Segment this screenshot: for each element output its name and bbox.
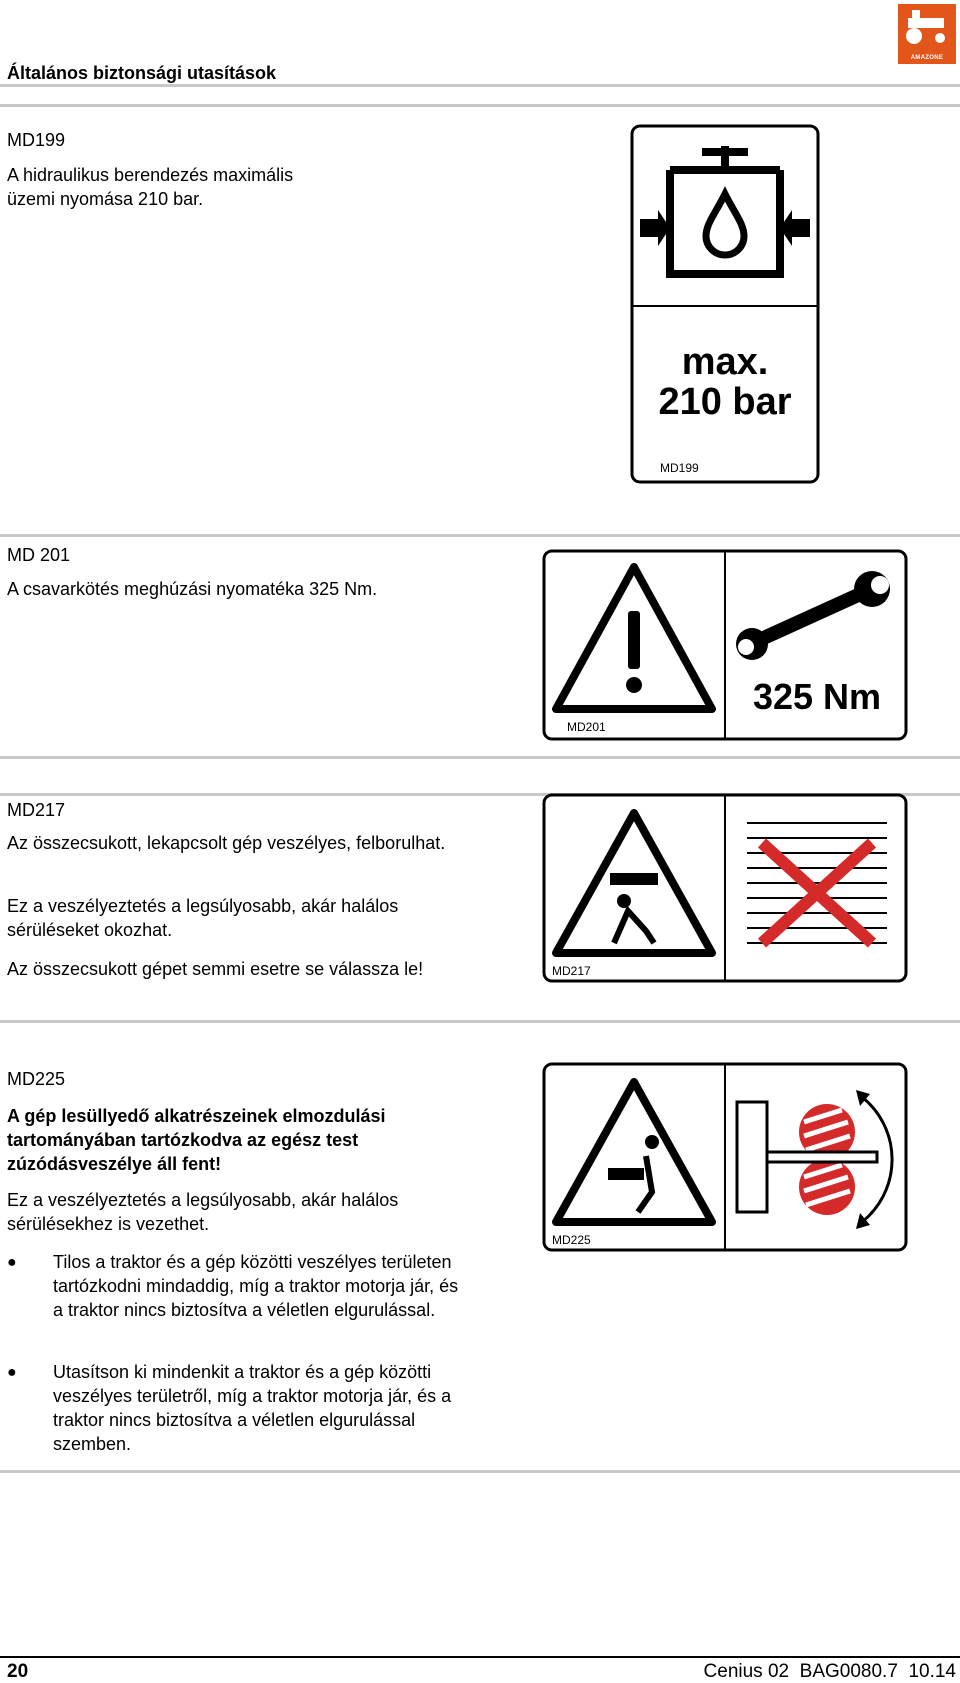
section-text: Az összecsukott gépet semmi esetre se válassza le! <box>7 959 424 979</box>
section-divider <box>0 534 960 537</box>
bullet-icon: ● <box>7 1364 17 1381</box>
section-divider <box>0 756 960 759</box>
sign-torque-text: 325 Nm <box>752 676 882 717</box>
amazone-logo <box>898 4 956 64</box>
logo-text: AMAZONE <box>910 55 944 61</box>
section-divider <box>0 104 960 107</box>
page-header-title: Általános biztonsági utasítások <box>7 63 277 83</box>
list-item: Utasítson ki mindenkit a traktor és a gép közötti veszélyes területről, míg a traktor motorja jár, és a traktor nincs biztosítva a véletlen elgurulással szemben. <box>53 1362 452 1454</box>
sign-pressure-text: 210 bar <box>658 381 792 423</box>
md199-sign <box>630 124 820 484</box>
sign-label: MD201 <box>567 720 606 734</box>
sign-label: MD225 <box>552 1233 591 1247</box>
md217-sign <box>542 793 908 983</box>
header-rule <box>0 84 960 87</box>
section-text: Az összecsukott, lekapcsolt gép veszélyes, felborulhat. <box>7 833 446 853</box>
footer-rule <box>0 1656 960 1658</box>
sign-max-text: max. <box>681 341 769 383</box>
section-code: MD 201 <box>7 545 71 565</box>
section-code: MD225 <box>7 1069 66 1089</box>
tractor-icon <box>898 4 956 52</box>
bullet-icon: ● <box>7 1254 17 1271</box>
sign-label: MD217 <box>552 964 591 978</box>
section-text: A csavarkötés meghúzási nyomatéka 325 Nm. <box>7 579 378 599</box>
section-text: A hidraulikus berendezés maximális üzemi nyomása 210 bar. <box>7 165 294 209</box>
sign-label: MD199 <box>660 461 699 475</box>
section-text: Ez a veszélyeztetés a legsúlyosabb, akár halálos sérüléseket okozhat. <box>7 896 399 940</box>
section-divider <box>0 1020 960 1023</box>
section-divider <box>0 1470 960 1473</box>
list-item: Tilos a traktor és a gép közötti veszélyes területen tartózkodni mindaddig, míg a traktor motorja jár, és a traktor nincs biztosítva a véletlen elgurulással. <box>53 1252 459 1320</box>
section-text: Ez a veszélyeztetés a legsúlyosabb, akár halálos sérülésekhez is vezethet. <box>7 1190 399 1234</box>
page-number: 20 <box>7 1661 29 1682</box>
md201-sign <box>542 549 908 741</box>
section-code: MD199 <box>7 130 66 150</box>
md225-sign <box>542 1062 908 1252</box>
section-code: MD217 <box>7 800 66 820</box>
document-id: Cenius 02 BAG0080.7 10.14 <box>703 1661 956 1682</box>
section-warning-bold: A gép lesüllyedő alkatrészeinek elmozdulási tartományában tartózkodva az egész test zúzódásveszélye áll fent! <box>7 1106 386 1174</box>
